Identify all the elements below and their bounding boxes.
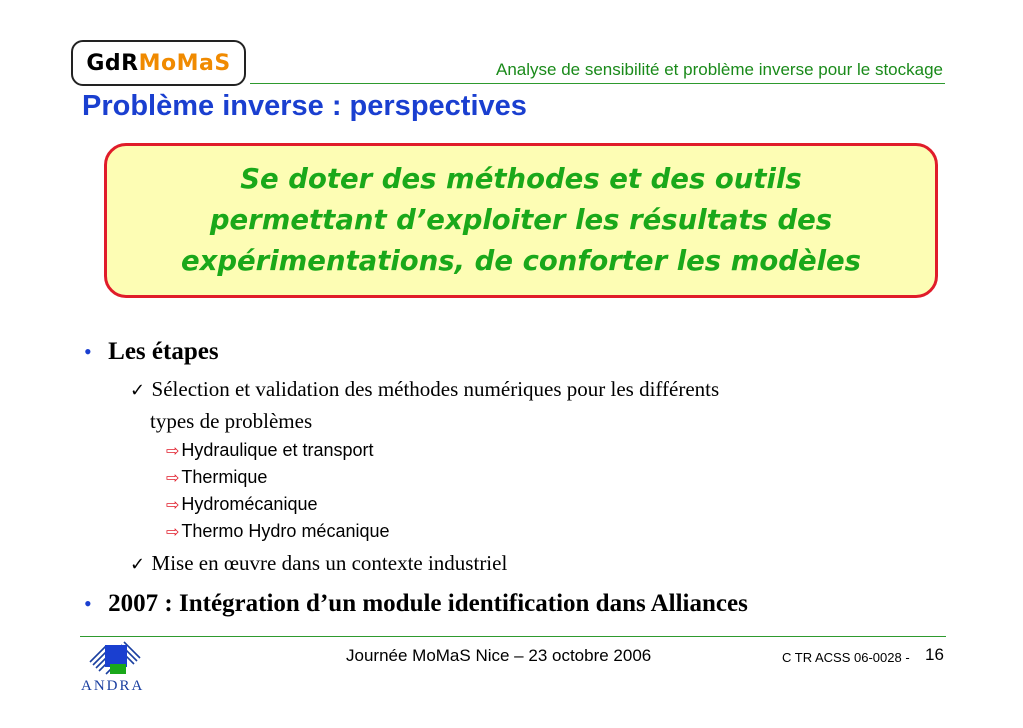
highlight-line-3: expérimentations, de conforter les modèles xyxy=(180,245,862,277)
checkmark-icon: ✓ xyxy=(130,380,146,401)
gdr-momas-logo xyxy=(71,40,246,86)
sub-sub-label: Thermo Hydro mécanique xyxy=(181,521,390,541)
sub-sub-label: Hydraulique et transport xyxy=(181,440,374,460)
sub-item-label: Sélection et validation des méthodes numériques pour les différents xyxy=(151,377,720,401)
sub-item-continuation xyxy=(150,409,312,434)
list-item xyxy=(84,338,219,366)
logo-gdr-text: GdR xyxy=(86,50,139,76)
sub-sub-item xyxy=(166,440,374,461)
footer-divider xyxy=(80,636,946,637)
page-number: 16 xyxy=(925,645,944,664)
sub-sub-label: Hydromécanique xyxy=(181,494,318,514)
header-divider xyxy=(250,83,945,84)
sub-sub-label: Thermique xyxy=(181,467,268,487)
logo-momas-text: MoMaS xyxy=(138,50,231,76)
highlight-box xyxy=(104,143,938,298)
sub-list-item xyxy=(130,377,719,402)
footer-event: Journée MoMaS Nice – 23 octobre 2006 xyxy=(346,646,652,665)
highlight-line-1: Se doter des méthodes et des outils xyxy=(240,163,802,195)
sub-sub-item xyxy=(166,521,390,542)
highlight-text xyxy=(121,159,921,282)
sub-sub-item xyxy=(166,467,267,488)
arrow-right-icon: ⇨ xyxy=(166,441,180,460)
andra-logo-text: ANDRA xyxy=(81,678,145,694)
list-item xyxy=(84,590,748,618)
sub-item-label-cont: types de problèmes xyxy=(150,409,313,433)
arrow-right-icon: ⇨ xyxy=(166,522,180,541)
sub-item-label: Mise en œuvre dans un contexte industriel xyxy=(151,551,508,575)
list-item-label: 2007 : Intégration d’un module identification dans Alliances xyxy=(108,590,748,617)
list-item-label: Les étapes xyxy=(108,338,219,365)
bullet-dot-icon: • xyxy=(84,339,92,364)
bullet-dot-icon: • xyxy=(84,591,92,616)
sub-list-item xyxy=(130,551,507,576)
arrow-right-icon: ⇨ xyxy=(166,495,180,514)
footer-reference: C TR ACSS 06-0028 - xyxy=(782,650,910,665)
highlight-line-2: permettant d’exploiter les résultats des xyxy=(209,204,833,236)
slide-title: Problème inverse : perspectives xyxy=(82,90,527,122)
header-subtitle: Analyse de sensibilité et problème inverse pour le stockage xyxy=(496,60,943,79)
arrow-right-icon: ⇨ xyxy=(166,468,180,487)
sub-sub-item xyxy=(166,494,317,515)
checkmark-icon: ✓ xyxy=(130,554,146,575)
